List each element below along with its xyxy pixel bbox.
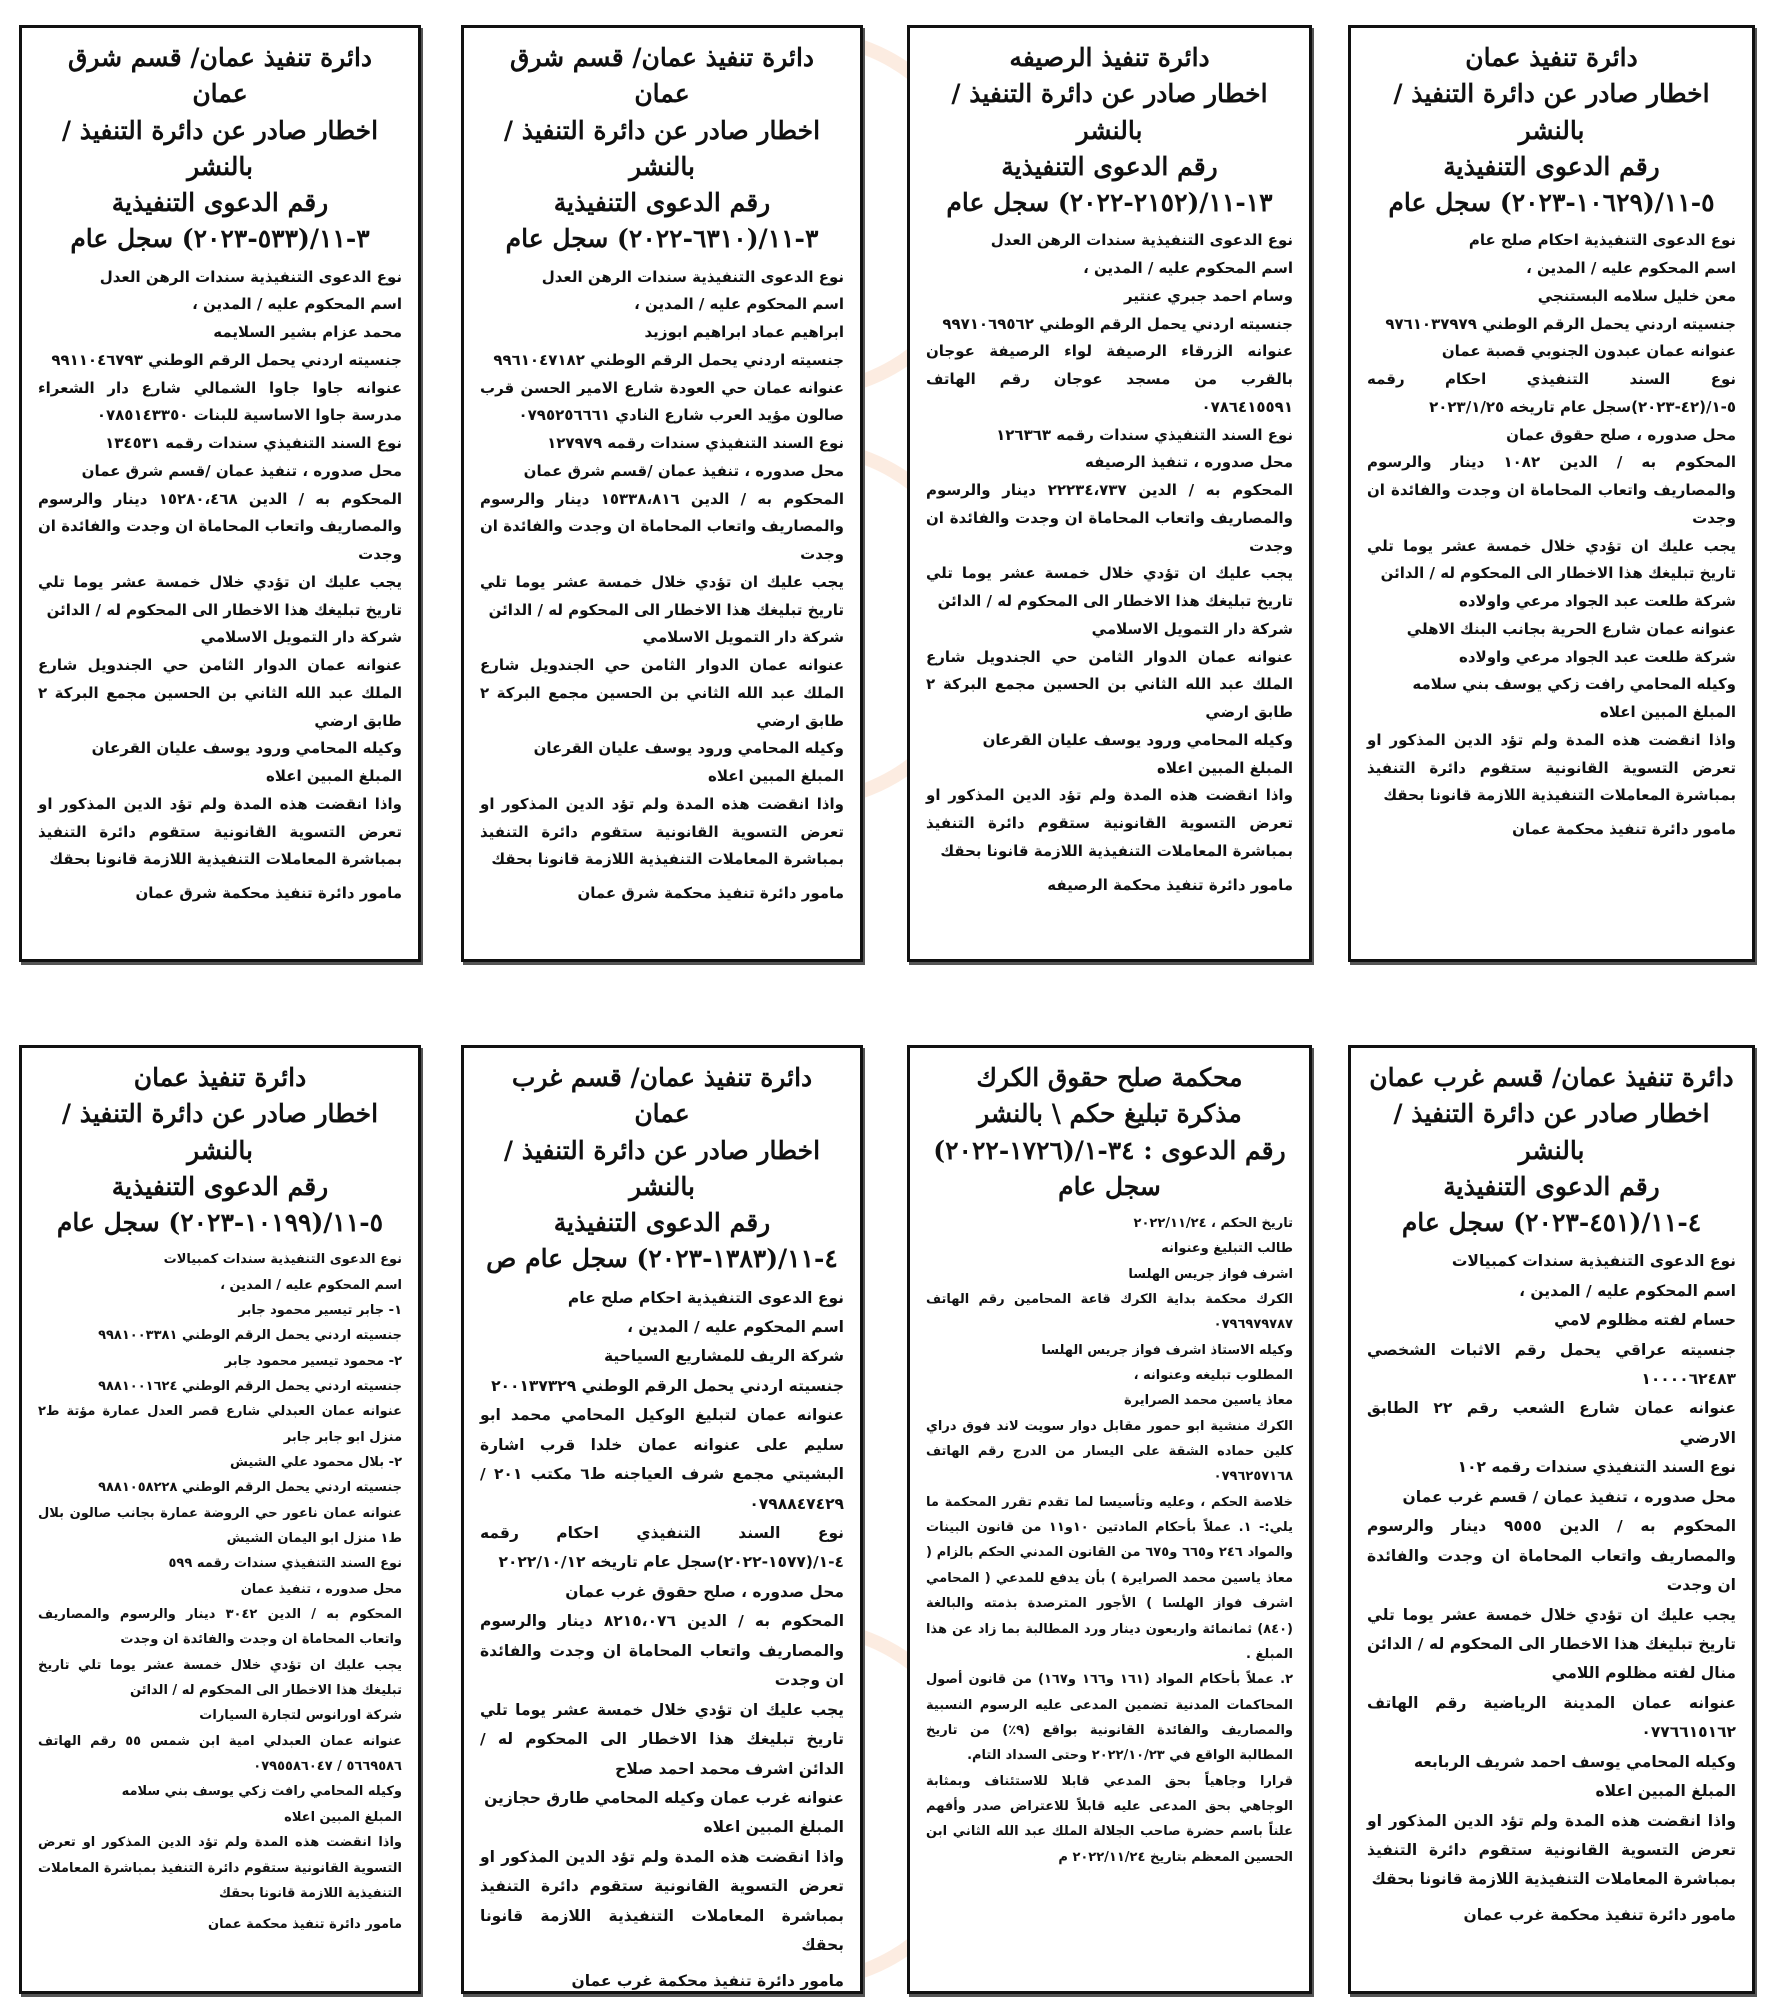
notice-title-line: دائرة تنفيذ عمان/ قسم شرق عمان bbox=[509, 43, 815, 109]
notice-title-line: رقم الدعوى : ٣٤-١/(١٧٢٦-٢٠٢٢) bbox=[933, 1135, 1286, 1165]
notice-paragraph: نوع الدعوى التنفيذية سندات الرهن العدل bbox=[99, 267, 402, 286]
notice-title-line: رقم الدعوى التنفيذية ٥-١١/(١٠١٩٩-٢٠٢٣) سجل عام bbox=[56, 1171, 384, 1237]
notice-title-line: اخطار صادر عن دائرة التنفيذ / بالنشر bbox=[61, 115, 379, 181]
notice-paragraph: عنوانه عمان المدينة الرياضية رقم الهاتف ٠٧٧٦٦١٥١٦٢ bbox=[1367, 1693, 1736, 1742]
notice-titles bbox=[926, 40, 1293, 221]
notice-paragraph: اسم المحكوم عليه / المدين ، bbox=[634, 295, 844, 314]
notice-title-line: دائرة تنفيذ عمان bbox=[133, 1063, 307, 1092]
notice-paragraph: عنوانه عمان العبدلي امية ابن شمس ٥٥ رقم الهاتف ٥٦٦٩٥٨٦ / ٠٧٩٥٥٨٦٠٤٧ bbox=[38, 1733, 403, 1775]
notice-titles bbox=[480, 40, 844, 258]
notice-title-line: مذكرة تبليغ حكم \ بالنشر bbox=[977, 1099, 1242, 1129]
notice-paragraph: اشرف فواز جريس الهلسا bbox=[1128, 1266, 1293, 1282]
notice-paragraph: نوع الدعوى التنفيذية سندات كمبيالات bbox=[1451, 1252, 1736, 1271]
notice-body bbox=[926, 1211, 1293, 1870]
notice-paragraph: جنسيته اردني يحمل الرقم الوطني ٩٩١١٠٤٦٧٩٣ bbox=[51, 350, 402, 369]
notice-paragraph: شركة الريف للمشاريع السياحية bbox=[604, 1347, 844, 1366]
notice-paragraph: المحكوم به / الدين ٢٢٢٣٤،٧٣٧ دينار والرسوم والمصاريف واتعاب المحاماة ان وجدت والفائدة ان وجدت bbox=[926, 481, 1293, 555]
legal-notice bbox=[19, 1045, 421, 1994]
notice-paragraph: نوع الدعوى التنفيذية احكام صلح عام bbox=[1468, 231, 1736, 250]
notice-title-line: اخطار صادر عن دائرة التنفيذ / بالنشر bbox=[951, 79, 1268, 145]
notice-paragraph: اسم المحكوم عليه / المدين ، bbox=[1526, 259, 1736, 277]
notice-paragraph: عنوانه عمان ناعور حي الروضة عمارة بجانب صالون بلال ط١ منزل ابو اليمان الشيش bbox=[38, 1505, 402, 1547]
notice-paragraph: ١- جابر تيسير محمود جابر bbox=[238, 1302, 402, 1318]
notice-paragraph: يجب عليك ان تؤدي خلال خمسة عشر يوما تلي تاريخ تبليغك هذا الاخطار الى المحكوم له / الدائن bbox=[38, 572, 402, 619]
notice-titles bbox=[480, 1060, 844, 1278]
notice-paragraph: جنسيته عراقي يحمل رقم الاثبات الشخصي ١٠٠٠٠٦٢٤٨٣ bbox=[1367, 1340, 1736, 1388]
notice-paragraph: عنوانه عمان الدوار الثامن حي الجندويل شارع الملك عبد الله الثاني بن الحسين مجمع البركة ٢ طابق ارضي bbox=[926, 647, 1293, 721]
notice-paragraph: عنوانه عمان الدوار الثامن حي الجندويل شارع الملك عبد الله الثاني بن الحسين مجمع البركة ٢ طابق ارضي bbox=[480, 656, 844, 730]
notice-paragraph: المحكوم به / الدين ١٠٨٢ دينار والرسوم والمصاريف واتعاب المحاماة ان وجدت والفائدة ان وجدت bbox=[1367, 453, 1736, 527]
notice-paragraph: عنوانه عمان الدوار الثامن حي الجندويل شارع الملك عبد الله الثاني بن الحسين مجمع البركة ٢ طابق ارضي bbox=[38, 656, 402, 730]
notice-titles bbox=[38, 1060, 402, 1241]
notice-paragraph: يجب عليك ان تؤدي خلال خمسة عشر يوما تلي تاريخ تبليغك هذا الاخطار الى المحكوم له / الدائن bbox=[38, 1657, 402, 1699]
legal-notice bbox=[19, 25, 421, 962]
notice-paragraph: المحكوم به / الدين ٩٥٥٥ دينار والرسوم والمصاريف واتعاب المحاماة ان وجدت والفائدة ان وجدت bbox=[1367, 1517, 1737, 1595]
notice-title-line: دائرة تنفيذ عمان/ قسم شرق عمان bbox=[67, 43, 373, 109]
notice-title-line: دائرة تنفيذ الرصيفه bbox=[1009, 43, 1210, 72]
notice-paragraph: اسم المحكوم عليه / المدين ، bbox=[192, 295, 402, 314]
notice-paragraph: جنسيته اردني يحمل الرقم الوطني ٢٠٠١٣٧٣٢٩ bbox=[491, 1376, 844, 1395]
notice-paragraph: اسم المحكوم عليه / المدين ، bbox=[220, 1277, 402, 1293]
notice-paragraph: وكيله الاستاذ اشرف فواز جريس الهلسا bbox=[1041, 1342, 1293, 1358]
notice-title-line: رقم الدعوى التنفيذية ٣-١١/(٦٣١٠-٢٠٢٢) سجل عام bbox=[505, 188, 819, 254]
notice-paragraph: محمد عزام بشير السلايمه bbox=[213, 323, 402, 341]
notice-paragraph: شركة دار التمويل الاسلامي bbox=[1091, 619, 1293, 638]
notice-paragraph: المحكوم به / الدين ١٥٣٣٨،٨١٦ دينار والرسوم والمصاريف واتعاب المحاماة ان وجدت والفائدة ان وجدت bbox=[480, 489, 844, 563]
notice-paragraph: عنوانه عمان العبدلي شارع قصر العدل عمارة مؤتة ط٢ منزل ابو جابر جابر bbox=[38, 1404, 402, 1445]
notice-paragraph: قرارا وجاهياً بحق المدعي قابلا للاستئناف وبمثابة الوجاهي بحق المدعى عليه قابلاً للاعتراض صدر وأفهم علناً باسم حضرة صاحب الجلالة الملك عبد الله الثاني ابن الحسين المعظم بتاريخ ٢٠٢٢/١١/٢٤ م bbox=[926, 1773, 1293, 1865]
notice-signature: مامور دائرة تنفيذ محكمة عمان bbox=[1512, 820, 1736, 838]
notice-paragraph: نوع السند التنفيذي سندات رقمه ١٣٤٥٣١ bbox=[105, 434, 402, 452]
notice-paragraph: ٢- بلال محمود علي الشيش bbox=[229, 1455, 402, 1470]
notice-paragraph: معن خليل سلامه البستنجي bbox=[1537, 286, 1736, 305]
notice-paragraph: يجب عليك ان تؤدي خلال خمسة عشر يوما تلي تاريخ تبليغك هذا الاخطار الى المحكوم له / الدائن اشرف محمد احمد صلاح bbox=[480, 1700, 844, 1778]
notice-paragraph: محل صدوره ، تنفيذ عمان bbox=[240, 1581, 402, 1597]
notice-paragraph: تاريخ الحكم ، ٢٠٢٢/١١/٢٤ bbox=[1133, 1216, 1293, 1231]
notice-body bbox=[1367, 227, 1736, 810]
notice-paragraph: خلاصة الحكم ، وعليه وتأسيسا لما تقدم تقرر المحكمة ما يلي:- ١. عملاً بأحكام المادتين ١٠و١١ من قانون البينات والمواد ٢٤٦ و٦٦٥ و٦٧٥ من القانون المدني الحكم بالزام ( معاذ ياسين محمد الصرايرة ) بأن يدفع للمدعي ( المحامي اشرف فواز الهلسا ) الأجور المترصدة بذمته والبالغة (٨٤٠) ثمانمائة واربعون دينار ورد المطالبة بما زاد عن هذا المبلغ . bbox=[926, 1494, 1293, 1662]
notice-titles bbox=[38, 40, 402, 258]
notice-paragraph: الكرك منشية ابو حمور مقابل دوار سويت لاند فوق دراي كلين حماده الشقة على اليسار من الدرج رقم الهاتف ٠٧٩٦٢٥٧١٦٨ bbox=[926, 1418, 1293, 1485]
notice-title-line: اخطار صادر عن دائرة التنفيذ / بالنشر bbox=[503, 115, 821, 181]
notice-paragraph: عنوانه عمان لتبليغ الوكيل المحامي محمد ابو سليم على عنوانه عمان خلدا قرب اشارة البشيتي مجمع شرف العياجنه ط٦ مكتب ٢٠١ / ٠٧٩٨٨٤٧٤٢٩ bbox=[480, 1406, 844, 1513]
legal-notice bbox=[1348, 25, 1755, 962]
notice-paragraph: واذا انقضت هذه المدة ولم تؤد الدين المذكور او تعرض التسوية القانونية ستقوم دائرة التنفيذ بمباشرة المعاملات التنفيذية اللازمة قانونا بحقك bbox=[480, 1847, 844, 1955]
notice-paragraph: ابراهيم عماد ابراهيم ابوزيد bbox=[644, 323, 844, 341]
notice-signature: مامور دائرة تنفيذ محكمة غرب عمان bbox=[1463, 1905, 1736, 1924]
notice-paragraph: نوع الدعوى التنفيذية احكام صلح عام bbox=[567, 1288, 844, 1307]
notice-paragraph: نوع الدعوى التنفيذية سندات الرهن العدل bbox=[990, 231, 1293, 250]
notice-paragraph: ٢. عملاً بأحكام المواد (١٦١ و١٦٦ و١٦٧) من قانون أصول المحاكمات المدنية تضمين المدعى عليه الرسوم النسبية والمصاريف والفائدة القانونية بواقع (٩٪) من تاريخ المطالبة الواقع في ٢٠٢٢/١٠/٢٣ وحتى السداد التام. bbox=[926, 1672, 1294, 1764]
notice-title-line: دائرة تنفيذ عمان/ قسم غرب عمان bbox=[1369, 1063, 1734, 1092]
notice-titles bbox=[1367, 40, 1736, 221]
notice-title-line: رقم الدعوى التنفيذية ٤-١١/(٤٥١-٢٠٢٣) سجل عام bbox=[1401, 1171, 1702, 1237]
notice-body bbox=[38, 1247, 402, 1906]
legal-notice bbox=[461, 1045, 863, 1994]
notice-paragraph: محل صدوره ، صلح حقوق غرب عمان bbox=[565, 1582, 844, 1601]
notice-paragraph: حسام لفته مظلوم لامي bbox=[1554, 1311, 1736, 1330]
notice-paragraph: محل صدوره ، تنفيذ الرصيفه bbox=[1084, 453, 1293, 472]
notice-paragraph: يجب عليك ان تؤدي خلال خمسة عشر يوما تلي تاريخ تبليغك هذا الاخطار الى المحكوم له / الدائن bbox=[1367, 536, 1736, 583]
notice-paragraph: نوع السند التنفيذي سندات رقمه ١٠٢ bbox=[1457, 1458, 1736, 1477]
notice-paragraph: عنوانه الزرقاء الرصيفة لواء الرصيفة عوجان بالقرب من مسجد عوجان رقم الهاتف ٠٧٨٦٤١٥٥٩١ bbox=[926, 342, 1293, 416]
notice-paragraph: محل صدوره ، تنفيذ عمان / قسم غرب عمان bbox=[1402, 1487, 1736, 1506]
notice-paragraph: المحكوم به / الدين ١٥٢٨٠،٤٦٨ دينار والرسوم والمصاريف واتعاب المحاماة ان وجدت والفائدة ان وجدت bbox=[38, 489, 402, 563]
notice-paragraph: نوع السند التنفيذي سندات رقمه ١٢٧٩٧٩ bbox=[547, 434, 844, 452]
notice-paragraph: جنسيته اردني يحمل الرقم الوطني ٩٩٨١٠٠٣٣٨١ bbox=[98, 1328, 402, 1344]
notice-paragraph: محل صدوره ، تنفيذ عمان /قسم شرق عمان bbox=[81, 461, 402, 480]
notice-paragraph: شركة طلعت عبد الجواد مرعي واولاده bbox=[1458, 592, 1736, 610]
notice-title-line: رقم الدعوى التنفيذية ٣-١١/(٥٣٣-٢٠٢٣) سجل عام bbox=[70, 188, 370, 254]
notice-paragraph: المحكوم به / الدين ٨٢١٥،٠٧٦ دينار والرسوم والمصاريف واتعاب المحاماة ان وجدت والفائدة ان وجدت bbox=[480, 1612, 845, 1690]
notice-paragraph: واذا انقضت هذه المدة ولم تؤد الدين المذكور او تعرض التسوية القانونية ستقوم دائرة التنفيذ بمباشرة المعاملات التنفيذية اللازمة قانونا بحقك bbox=[1367, 1811, 1736, 1889]
notice-paragraph: المبلغ المبين اعلاه bbox=[703, 1818, 844, 1837]
notice-paragraph: اسم المحكوم عليه / المدين ، bbox=[1519, 1281, 1736, 1300]
notice-body bbox=[926, 227, 1293, 865]
notice-paragraph: وكيله المحامي رافت زكي يوسف بني سلامه bbox=[1412, 675, 1736, 694]
notice-paragraph: واذا انقضت هذه المدة ولم تؤد الدين المذكور او تعرض التسوية القانونية ستقوم دائرة التنفيذ بمباشرة المعاملات التنفيذية اللازمة قانونا بحقك bbox=[38, 1835, 402, 1901]
notice-title-line: محكمة صلح حقوق الكرك bbox=[976, 1063, 1243, 1092]
notice-title-line: رقم الدعوى التنفيذية ٤-١١/(١٣٨٣-٢٠٢٣) سجل عام ص bbox=[486, 1208, 838, 1274]
notice-paragraph: المبلغ المبين اعلاه bbox=[708, 767, 844, 785]
notice-paragraph: المبلغ المبين اعلاه bbox=[266, 767, 402, 785]
notice-paragraph: المبلغ المبين اعلاه bbox=[1595, 1782, 1736, 1801]
notice-paragraph: جنسيته اردني يحمل الرقم الوطني ٩٩٧١٠٦٩٥٦٢ bbox=[942, 314, 1293, 333]
notice-paragraph: عنوانه عمان عبدون الجنوبي قصبة عمان bbox=[1441, 342, 1736, 361]
notice-paragraph: الكرك محكمة بداية الكرك قاعة المحامين رقم الهاتف ٠٧٩٦٩٧٩٧٨٧ bbox=[926, 1292, 1293, 1333]
notice-paragraph: نوع السند التنفيذي سندات رقمه ١٢٦٣٦٣ bbox=[996, 425, 1293, 444]
notice-paragraph: المحكوم به / الدين ٣٠٤٢ دينار والرسوم والمصاريف واتعاب المحاماة ان وجدت والفائدة ان وجدت bbox=[38, 1607, 402, 1648]
notice-paragraph: واذا انقضت هذه المدة ولم تؤد الدين المذكور او تعرض التسوية القانونية ستقوم دائرة التنفيذ بمباشرة المعاملات التنفيذية اللازمة قانونا بحقك bbox=[480, 794, 844, 869]
notice-body bbox=[480, 1284, 844, 1961]
notice-title-line: دائرة تنفيذ عمان bbox=[1465, 43, 1638, 72]
notice-paragraph: نوع السند التنفيذي احكام رقمه ٥-١/(٤٢-٢٠٢٣)سجل عام تاريخه ٢٠٢٣/١/٢٥ bbox=[1367, 370, 1736, 416]
notice-paragraph: يجب عليك ان تؤدي خلال خمسة عشر يوما تلي تاريخ تبليغك هذا الاخطار الى المحكوم له / الدائن bbox=[480, 572, 844, 619]
notice-title-line: دائرة تنفيذ عمان/ قسم غرب عمان bbox=[511, 1063, 813, 1129]
notice-paragraph: شركة اورانوس لتجارة السيارات bbox=[199, 1708, 402, 1724]
notice-paragraph: عنوانه غرب عمان وكيله المحامي طارق حجازين bbox=[484, 1788, 844, 1807]
notice-paragraph: عنوانه عمان حي العودة شارع الامير الحسن قرب صالون مؤيد العرب شارع النادي ٠٧٩٥٢٥٦٦٦١ bbox=[480, 378, 844, 425]
notice-paragraph: وكيله المحامي ورود يوسف عليان القرعان bbox=[982, 730, 1293, 749]
notice-body bbox=[38, 264, 402, 875]
notice-paragraph: المطلوب تبليغه وعنوانه ، bbox=[1133, 1368, 1293, 1384]
notice-paragraph: وكيله المحامي يوسف احمد شريف الربابعه bbox=[1413, 1752, 1736, 1771]
notice-paragraph: جنسيته اردني يحمل الرقم الوطني ٩٨٨١٠٥٨٢٢٨ bbox=[98, 1480, 402, 1496]
notice-paragraph: المبلغ المبين اعلاه bbox=[284, 1809, 402, 1825]
notice-paragraph: واذا انقضت هذه المدة ولم تؤد الدين المذكور او تعرض التسوية القانونية ستقوم دائرة التنفيذ بمباشرة المعاملات التنفيذية اللازمة قانونا بحقك bbox=[1367, 730, 1736, 805]
notice-paragraph: واذا انقضت هذه المدة ولم تؤد الدين المذكور او تعرض التسوية القانونية ستقوم دائرة التنفيذ بمباشرة المعاملات التنفيذية اللازمة قانونا بحقك bbox=[926, 786, 1293, 860]
notice-paragraph: وكيله المحامي ورود يوسف عليان القرعان bbox=[91, 739, 402, 758]
notice-title-line: اخطار صادر عن دائرة التنفيذ / بالنشر bbox=[503, 1135, 821, 1201]
notice-paragraph: نوع الدعوى التنفيذية سندات الرهن العدل bbox=[541, 267, 844, 286]
notice-paragraph: المبلغ المبين اعلاه bbox=[1600, 703, 1736, 721]
notice-signature: مامور دائرة تنفيذ محكمة شرق عمان bbox=[577, 884, 844, 902]
notice-paragraph: نوع السند التنفيذي احكام رقمه ٤-١/(١٥٧٧-٢٠٢٢)سجل عام تاريخه ٢٠٢٢/١٠/١٢ bbox=[480, 1524, 844, 1572]
notice-paragraph: شركة طلعت عبد الجواد مرعي واولاده bbox=[1458, 647, 1736, 666]
notice-title-line: اخطار صادر عن دائرة التنفيذ / بالنشر bbox=[1393, 79, 1710, 145]
notice-paragraph: عنوانه عمان شارع الشعب رقم ٢٢ الطابق الارضي bbox=[1367, 1399, 1736, 1447]
notice-paragraph: اسم المحكوم عليه / المدين ، bbox=[627, 1317, 844, 1336]
notice-title-line: رقم الدعوى التنفيذية ٥-١١/(١٠٦٢٩-٢٠٢٣) سجل عام bbox=[1388, 151, 1715, 217]
notice-paragraph: طالب التبليغ وعنوانه bbox=[1161, 1241, 1293, 1257]
notice-paragraph: عنوانه عمان شارع الحرية بجانب البنك الاهلي bbox=[1406, 619, 1736, 638]
notice-paragraph: جنسيته اردني يحمل الرقم الوطني ٩٩٦١٠٤٧١٨٢ bbox=[493, 350, 844, 369]
notice-paragraph: محل صدوره ، تنفيذ عمان /قسم شرق عمان bbox=[523, 461, 844, 480]
court-judgment-notice bbox=[907, 1045, 1312, 1994]
notice-paragraph: وكيله المحامي ورود يوسف عليان القرعان bbox=[533, 739, 844, 758]
notice-title-line: اخطار صادر عن دائرة التنفيذ / بالنشر bbox=[1393, 1099, 1710, 1165]
notice-paragraph: شركة دار التمويل الاسلامي bbox=[200, 628, 402, 647]
notice-paragraph: شركة دار التمويل الاسلامي bbox=[642, 628, 844, 647]
notice-paragraph: ٢- محمود تيسير محمود جابر bbox=[224, 1353, 402, 1369]
notice-title-line: اخطار صادر عن دائرة التنفيذ / بالنشر bbox=[61, 1099, 379, 1165]
notice-title-line: سجل عام bbox=[1058, 1171, 1161, 1201]
notice-paragraph: وكيله المحامي رافت زكي يوسف بني سلامه bbox=[121, 1784, 402, 1800]
notice-paragraph: يجب عليك ان تؤدي خلال خمسة عشر يوما تلي تاريخ تبليغك هذا الاخطار الى المحكوم له / الدائن bbox=[926, 564, 1293, 610]
notice-paragraph: وسام احمد جبري عنتير bbox=[1124, 286, 1293, 305]
notice-paragraph: معاذ ياسين محمد الصرايرة bbox=[1123, 1393, 1293, 1409]
notice-paragraph: واذا انقضت هذه المدة ولم تؤد الدين المذكور او تعرض التسوية القانونية ستقوم دائرة التنفيذ بمباشرة المعاملات التنفيذية اللازمة قانونا بحقك bbox=[38, 794, 402, 869]
notice-paragraph: يجب عليك ان تؤدي خلال خمسة عشر يوما تلي تاريخ تبليغك هذا الاخطار الى المحكوم له / الدائن منال لفته مظلوم اللامي bbox=[1367, 1605, 1736, 1683]
notice-paragraph: محل صدوره ، صلح حقوق عمان bbox=[1506, 425, 1736, 444]
notice-title-line: رقم الدعوى التنفيذية ١٣-١١/(٢١٥٢-٢٠٢٢) سجل عام bbox=[946, 151, 1273, 217]
notice-paragraph: نوع الدعوى التنفيذية سندات كمبيالات bbox=[163, 1252, 402, 1268]
legal-notice bbox=[907, 25, 1312, 962]
notice-paragraph: المبلغ المبين اعلاه bbox=[1157, 758, 1293, 777]
legal-notice bbox=[1348, 1045, 1755, 1994]
notice-signature: مامور دائرة تنفيذ محكمة عمان bbox=[208, 1917, 402, 1933]
notice-signature: مامور دائرة تنفيذ محكمة شرق عمان bbox=[135, 884, 402, 902]
legal-notice bbox=[461, 25, 863, 962]
notice-titles bbox=[926, 1060, 1293, 1205]
notice-paragraph: نوع السند التنفيذي سندات رقمه ٥٩٩ bbox=[168, 1556, 402, 1572]
notice-titles bbox=[1367, 1060, 1736, 1241]
notice-paragraph: اسم المحكوم عليه / المدين ، bbox=[1083, 259, 1293, 277]
notice-paragraph: عنوانه جاوا جاوا الشمالي شارع دار الشعراء مدرسة جاوا الاساسية للبنات ٠٧٨٥١٤٣٣٥٠ bbox=[38, 378, 402, 425]
notice-body bbox=[480, 264, 844, 875]
notice-body bbox=[1367, 1247, 1736, 1895]
notice-signature: مامور دائرة تنفيذ محكمة الرصيفه bbox=[1047, 875, 1293, 894]
notice-signature: مامور دائرة تنفيذ محكمة غرب عمان bbox=[571, 1971, 844, 1990]
notice-paragraph: جنسيته اردني يحمل الرقم الوطني ٩٧٦١٠٣٧٩٧٩ bbox=[1385, 314, 1736, 333]
notice-paragraph: جنسيته اردني يحمل الرقم الوطني ٩٨٨١٠٠١٦٢٤ bbox=[98, 1378, 402, 1394]
